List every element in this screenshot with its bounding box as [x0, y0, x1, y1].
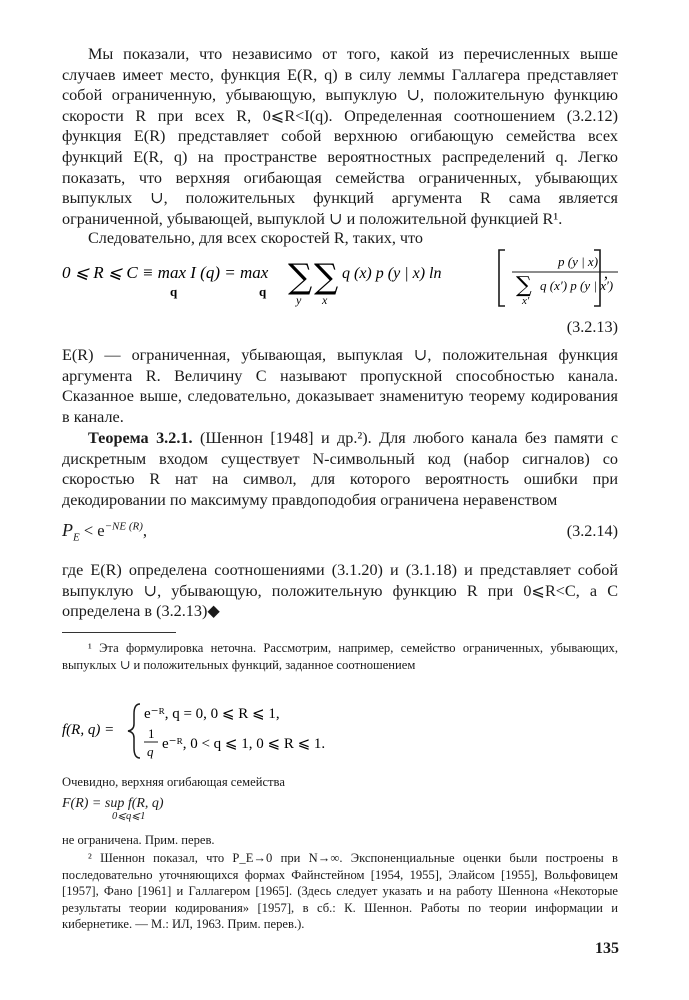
paragraph-1-block	[62, 44, 618, 229]
paragraph-2: Следовательно, для всех скоростей R, таких, что	[88, 229, 424, 247]
theorem-block	[62, 428, 618, 510]
sum-x-symbol: ∑	[314, 257, 339, 297]
eq1-under-q2: q	[259, 284, 267, 299]
paragraph-4: где E(R) определена соотношениями (3.1.20) и (3.1.18) и представляет собой выпуклую ∪, убывающую, положительную функцию R при 0⩽R<C, а C определена в (3.2.13)◆	[62, 561, 618, 621]
eq2-lhs: P	[62, 520, 73, 540]
fn-eq-case2-rest: e⁻ᴿ, 0 < q ⩽ 1, 0 ⩽ R ⩽ 1.	[162, 736, 326, 752]
eq1-lhs: 0 ⩽ R ⩽ C ≡ max I (q) = max	[62, 263, 269, 282]
footnote-text-3: не ограничена. Прим. перев.	[62, 833, 215, 847]
footnote-2: ² Шеннон показал, что P_E→0 при N→∞. Экспоненциальные оценки были построены в последовательно уточняющихся формах Файнстейном [1954, 1955], Элайсом [1955], Вольфовицем [1957], Фано [1961] и Галлагером [1965]. (Здесь следует указать и на работу Шеннона «Некоторые результаты теории кодирования» [1957], в сб.: К. Шеннон. Работы по теории информации и кибернетике. — М.: ИЛ, 1963. Прим. перев.).	[62, 851, 618, 932]
footnote-rule	[62, 632, 176, 633]
page-number: 135	[595, 940, 619, 957]
paragraph-4-block	[62, 560, 618, 622]
eq1-frac-den-sub: x′	[522, 295, 530, 307]
footnote-1: ¹ Эта формулировка неточна. Рассмотрим, например, семейство ограниченных, убывающих, выпуклых ∪ и положительных функций, заданное соотношением	[62, 641, 618, 672]
eq2-sup: −NE (R)	[104, 520, 143, 533]
paragraph-3: E(R) — ограниченная, убывающая, выпуклая ∪, положительная функция аргумента R. Величину C называют пропускной способностью канала. Сказанное выше, следовательно, доказывает знаменитую теорему кодирования в канале.	[62, 346, 618, 426]
left-bracket	[499, 250, 505, 306]
eq2-tail: ,	[142, 521, 148, 540]
eq1-term: q (x) p (y | x) ln	[342, 265, 442, 282]
theorem-text: (Шеннон [1948] и др.²). Для любого канала без памяти с дискретным входом существует N-символьный код (набор сигналов) со скоростью R нат на символ, для которого вероятность ошибки при декодировании по максимуму правдоподобия ограничена неравенством	[62, 429, 619, 509]
sum-den-symbol: ∑	[516, 273, 532, 298]
footnote-piecewise-equation	[62, 694, 618, 764]
footnote-text-2: Очевидно, верхняя огибающая семейства	[62, 775, 285, 789]
fn-eq2-under: 0⩽q⩽1	[112, 811, 146, 822]
fn-eq-lhs: f(R, q) =	[62, 722, 115, 738]
equation-number-3-2-14: (3.2.14)	[566, 522, 618, 540]
footnote-text-3-block	[62, 832, 618, 849]
equation-3-2-13	[62, 246, 618, 316]
eq2-sub: E	[73, 531, 80, 544]
fn-eq2-lhs: F(R) = sup f(R, q)	[62, 796, 164, 811]
equation-3-2-13-number-row	[62, 318, 618, 340]
fn-eq-case2-num: 1	[148, 726, 155, 741]
footnote-sup-equation	[62, 792, 618, 826]
theorem-paragraph	[62, 428, 618, 510]
paragraph-3-block	[62, 345, 618, 427]
eq1-sum-x: x	[322, 293, 328, 307]
eq2-rel: < e	[79, 521, 105, 540]
eq1-frac-den: q (x′) p (y | x′)	[540, 278, 614, 293]
eq1-under-q1: q	[170, 284, 178, 299]
eq1-sum-y: y	[296, 293, 302, 307]
fn-eq-case2-den: q	[147, 744, 154, 759]
equation-3-2-13-graphic	[62, 246, 618, 316]
piecewise-graphic	[62, 694, 618, 764]
footnote-2-block	[62, 850, 618, 933]
footnote-1-block	[62, 640, 618, 673]
footnote-text-2-block	[62, 774, 618, 791]
theorem-label: Теорема 3.2.1.	[88, 429, 193, 447]
eq1-tail: ,	[604, 265, 608, 282]
paragraph-1: Мы показали, что независимо от того, какой из перечисленных выше случаев имеет место, функция E(R, q) в силу леммы Галлагера представляет собой ограниченную, убывающую, выпуклую ∪, положительную функцию скорости R при всех R, 0⩽R<I(q). Определенная соотношением (3.2.12) функция E(R) представляет собой верхнюю огибающую семейства всех функций E(R, q) на пространстве вероятностных распределений q. Легко показать, что верхняя огибающая семейства ограниченных, убывающих выпуклых ∪, положительных функций аргумента R сама является ограниченной, убывающей, выпуклой ∪ и положительной функцией R¹.	[62, 45, 618, 228]
fn-eq-case1: e⁻ᴿ, q = 0, 0 ⩽ R ⩽ 1,	[144, 706, 280, 722]
equation-3-2-14	[62, 520, 618, 546]
eq1-frac-num: p (y | x)	[558, 254, 599, 269]
sum-y-symbol: ∑	[288, 257, 313, 297]
piecewise-brace	[128, 704, 140, 758]
equation-number-3-2-13: (3.2.13)	[566, 318, 618, 336]
